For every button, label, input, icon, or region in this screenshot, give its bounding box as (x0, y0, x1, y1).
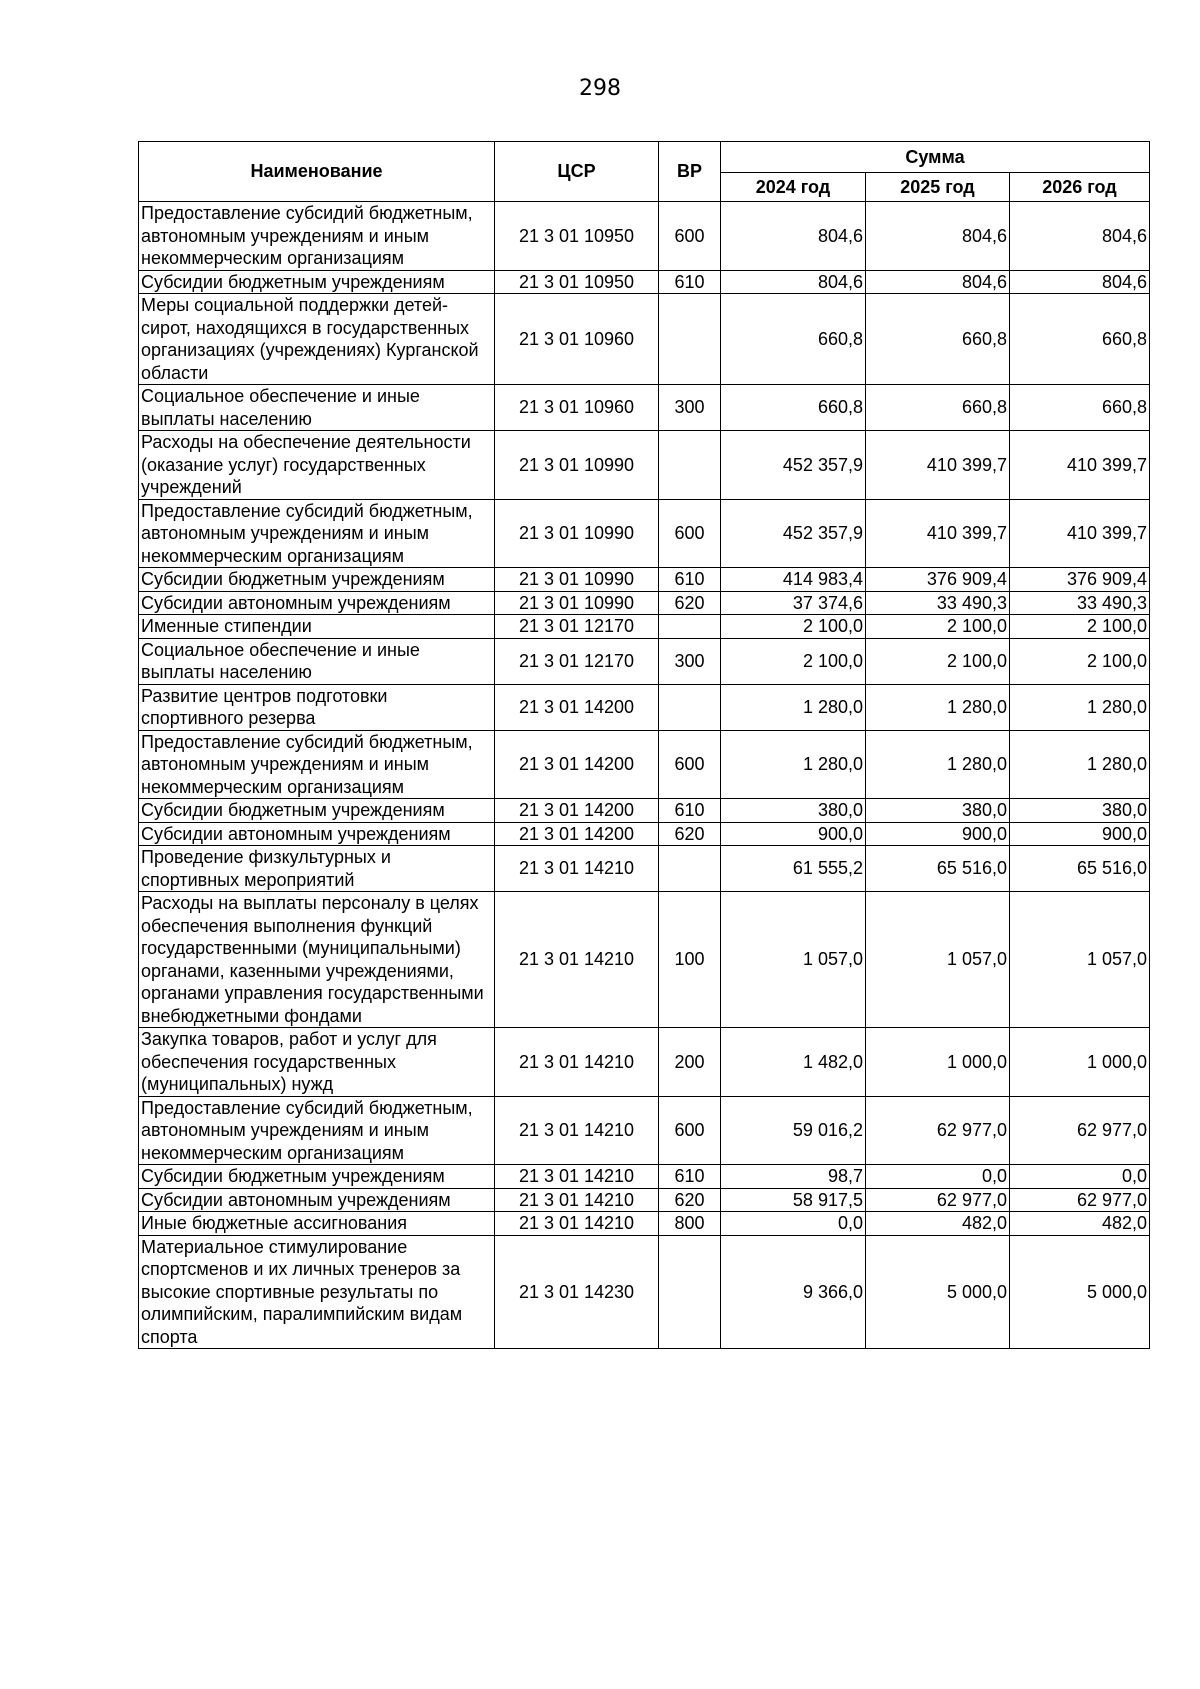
cell-2025: 65 516,0 (866, 846, 1010, 892)
cell-csr: 21 3 01 14210 (495, 1188, 659, 1212)
cell-2024: 1 280,0 (721, 684, 866, 730)
cell-vr (659, 431, 721, 500)
cell-2025: 804,6 (866, 202, 1010, 271)
cell-2026: 0,0 (1010, 1165, 1150, 1189)
cell-vr: 200 (659, 1028, 721, 1097)
table-row (139, 615, 1150, 639)
cell-2026: 1 280,0 (1010, 730, 1150, 799)
cell-vr: 300 (659, 638, 721, 684)
cell-name: Иные бюджетные ассигнования (139, 1212, 495, 1236)
cell-name: Расходы на выплаты персоналу в целях обеспечения выполнения функций государственными (муниципальными) органами, казенными учреждениями, органами управления государственными внебюджетными фондами (139, 892, 495, 1028)
header-year-2025: 2025 год (866, 173, 1010, 202)
cell-vr: 620 (659, 822, 721, 846)
table-row (139, 684, 1150, 730)
cell-2026: 804,6 (1010, 202, 1150, 271)
cell-2026: 1 057,0 (1010, 892, 1150, 1028)
cell-name: Закупка товаров, работ и услуг для обеспечения государственных (муниципальных) нужд (139, 1028, 495, 1097)
cell-csr: 21 3 01 14200 (495, 684, 659, 730)
table-row (139, 822, 1150, 846)
cell-2026: 660,8 (1010, 294, 1150, 385)
cell-2025: 2 100,0 (866, 638, 1010, 684)
cell-2025: 1 057,0 (866, 892, 1010, 1028)
cell-2026: 376 909,4 (1010, 568, 1150, 592)
cell-csr: 21 3 01 14210 (495, 892, 659, 1028)
cell-2025: 380,0 (866, 799, 1010, 823)
table-row (139, 892, 1150, 1028)
cell-csr: 21 3 01 10960 (495, 294, 659, 385)
table-row (139, 431, 1150, 500)
cell-name: Предоставление субсидий бюджетным, автономным учреждениям и иным некоммерческим организациям (139, 499, 495, 568)
cell-2024: 98,7 (721, 1165, 866, 1189)
table-row (139, 846, 1150, 892)
budget-table (138, 141, 1150, 1349)
cell-csr: 21 3 01 14210 (495, 1165, 659, 1189)
cell-2024: 452 357,9 (721, 499, 866, 568)
table-row (139, 1096, 1150, 1165)
cell-2024: 900,0 (721, 822, 866, 846)
cell-2026: 660,8 (1010, 385, 1150, 431)
table-row (139, 499, 1150, 568)
cell-vr: 620 (659, 1188, 721, 1212)
cell-csr: 21 3 01 10990 (495, 431, 659, 500)
cell-2025: 376 909,4 (866, 568, 1010, 592)
cell-2025: 660,8 (866, 294, 1010, 385)
cell-2024: 1 057,0 (721, 892, 866, 1028)
cell-2026: 62 977,0 (1010, 1188, 1150, 1212)
cell-name: Предоставление субсидий бюджетным, автономным учреждениям и иным некоммерческим организациям (139, 202, 495, 271)
cell-csr: 21 3 01 10960 (495, 385, 659, 431)
cell-2025: 410 399,7 (866, 499, 1010, 568)
cell-name: Субсидии автономным учреждениям (139, 591, 495, 615)
cell-vr: 610 (659, 799, 721, 823)
cell-name: Предоставление субсидий бюджетным, автономным учреждениям и иным некоммерческим организациям (139, 1096, 495, 1165)
cell-name: Развитие центров подготовки спортивного резерва (139, 684, 495, 730)
header-year-2024: 2024 год (721, 173, 866, 202)
cell-2026: 804,6 (1010, 270, 1150, 294)
cell-2024: 1 482,0 (721, 1028, 866, 1097)
table-row (139, 799, 1150, 823)
table-row (139, 1212, 1150, 1236)
cell-name: Субсидии бюджетным учреждениям (139, 1165, 495, 1189)
table-row (139, 1188, 1150, 1212)
cell-2026: 1 280,0 (1010, 684, 1150, 730)
cell-2024: 660,8 (721, 385, 866, 431)
table-row (139, 1028, 1150, 1097)
cell-2026: 410 399,7 (1010, 431, 1150, 500)
cell-name: Субсидии бюджетным учреждениям (139, 270, 495, 294)
cell-2026: 2 100,0 (1010, 615, 1150, 639)
cell-name: Субсидии автономным учреждениям (139, 1188, 495, 1212)
cell-2025: 900,0 (866, 822, 1010, 846)
cell-csr: 21 3 01 14200 (495, 730, 659, 799)
cell-name: Меры социальной поддержки детей-сирот, находящихся в государственных организациях (учреждениях) Курганской области (139, 294, 495, 385)
cell-csr: 21 3 01 14210 (495, 846, 659, 892)
cell-vr (659, 684, 721, 730)
table-row (139, 730, 1150, 799)
cell-name: Расходы на обеспечение деятельности (оказание услуг) государственных учреждений (139, 431, 495, 500)
cell-2026: 33 490,3 (1010, 591, 1150, 615)
cell-vr: 600 (659, 730, 721, 799)
cell-2025: 660,8 (866, 385, 1010, 431)
cell-vr: 620 (659, 591, 721, 615)
cell-2024: 58 917,5 (721, 1188, 866, 1212)
cell-name: Социальное обеспечение и иные выплаты населению (139, 638, 495, 684)
cell-2024: 2 100,0 (721, 615, 866, 639)
header-vr: ВР (659, 142, 721, 202)
cell-vr: 300 (659, 385, 721, 431)
cell-2024: 0,0 (721, 1212, 866, 1236)
cell-2024: 452 357,9 (721, 431, 866, 500)
table-row (139, 1235, 1150, 1349)
page-number: 298 (579, 76, 621, 101)
cell-vr: 100 (659, 892, 721, 1028)
cell-csr: 21 3 01 12170 (495, 615, 659, 639)
cell-csr: 21 3 01 14200 (495, 799, 659, 823)
cell-csr: 21 3 01 14210 (495, 1212, 659, 1236)
cell-2026: 1 000,0 (1010, 1028, 1150, 1097)
cell-vr (659, 846, 721, 892)
cell-csr: 21 3 01 10950 (495, 270, 659, 294)
cell-vr: 600 (659, 202, 721, 271)
cell-2025: 482,0 (866, 1212, 1010, 1236)
table-row (139, 638, 1150, 684)
cell-2026: 410 399,7 (1010, 499, 1150, 568)
table-row (139, 270, 1150, 294)
cell-2025: 5 000,0 (866, 1235, 1010, 1349)
cell-2024: 660,8 (721, 294, 866, 385)
cell-2024: 59 016,2 (721, 1096, 866, 1165)
header-name: Наименование (139, 142, 495, 202)
cell-csr: 21 3 01 12170 (495, 638, 659, 684)
cell-2025: 804,6 (866, 270, 1010, 294)
cell-vr: 600 (659, 1096, 721, 1165)
cell-2025: 62 977,0 (866, 1096, 1010, 1165)
cell-vr: 600 (659, 499, 721, 568)
cell-2026: 900,0 (1010, 822, 1150, 846)
cell-csr: 21 3 01 10990 (495, 499, 659, 568)
cell-name: Предоставление субсидий бюджетным, автономным учреждениям и иным некоммерческим организациям (139, 730, 495, 799)
table-row (139, 202, 1150, 271)
cell-2025: 410 399,7 (866, 431, 1010, 500)
cell-vr: 610 (659, 1165, 721, 1189)
cell-2024: 37 374,6 (721, 591, 866, 615)
cell-2024: 804,6 (721, 202, 866, 271)
cell-2026: 62 977,0 (1010, 1096, 1150, 1165)
cell-2026: 2 100,0 (1010, 638, 1150, 684)
cell-vr: 800 (659, 1212, 721, 1236)
table-row (139, 1165, 1150, 1189)
cell-2025: 62 977,0 (866, 1188, 1010, 1212)
cell-vr (659, 1235, 721, 1349)
cell-csr: 21 3 01 14200 (495, 822, 659, 846)
cell-csr: 21 3 01 10990 (495, 591, 659, 615)
cell-name: Социальное обеспечение и иные выплаты населению (139, 385, 495, 431)
cell-2024: 9 366,0 (721, 1235, 866, 1349)
header-sum: Сумма (721, 142, 1150, 173)
cell-name: Именные стипендии (139, 615, 495, 639)
table-body (139, 202, 1150, 1349)
cell-vr (659, 615, 721, 639)
cell-2025: 0,0 (866, 1165, 1010, 1189)
cell-vr: 610 (659, 270, 721, 294)
header-year-2026: 2026 год (1010, 173, 1150, 202)
cell-2026: 65 516,0 (1010, 846, 1150, 892)
cell-2024: 804,6 (721, 270, 866, 294)
header-csr: ЦСР (495, 142, 659, 202)
cell-2025: 1 280,0 (866, 730, 1010, 799)
cell-2026: 5 000,0 (1010, 1235, 1150, 1349)
cell-2025: 1 280,0 (866, 684, 1010, 730)
cell-2024: 380,0 (721, 799, 866, 823)
cell-vr (659, 294, 721, 385)
cell-2024: 2 100,0 (721, 638, 866, 684)
table-row (139, 294, 1150, 385)
cell-name: Субсидии автономным учреждениям (139, 822, 495, 846)
cell-csr: 21 3 01 10950 (495, 202, 659, 271)
cell-csr: 21 3 01 14210 (495, 1028, 659, 1097)
cell-vr: 610 (659, 568, 721, 592)
table-row (139, 591, 1150, 615)
cell-2024: 61 555,2 (721, 846, 866, 892)
cell-name: Субсидии бюджетным учреждениям (139, 568, 495, 592)
cell-2024: 414 983,4 (721, 568, 866, 592)
cell-2025: 1 000,0 (866, 1028, 1010, 1097)
cell-name: Субсидии бюджетным учреждениям (139, 799, 495, 823)
cell-csr: 21 3 01 14210 (495, 1096, 659, 1165)
cell-2024: 1 280,0 (721, 730, 866, 799)
cell-2025: 2 100,0 (866, 615, 1010, 639)
cell-2026: 482,0 (1010, 1212, 1150, 1236)
table-row (139, 568, 1150, 592)
cell-name: Материальное стимулирование спортсменов и их личных тренеров за высокие спортивные результаты по олимпийским, паралимпийским видам спорта (139, 1235, 495, 1349)
cell-2025: 33 490,3 (866, 591, 1010, 615)
cell-csr: 21 3 01 10990 (495, 568, 659, 592)
table-row (139, 385, 1150, 431)
cell-csr: 21 3 01 14230 (495, 1235, 659, 1349)
cell-2026: 380,0 (1010, 799, 1150, 823)
cell-name: Проведение физкультурных и спортивных мероприятий (139, 846, 495, 892)
